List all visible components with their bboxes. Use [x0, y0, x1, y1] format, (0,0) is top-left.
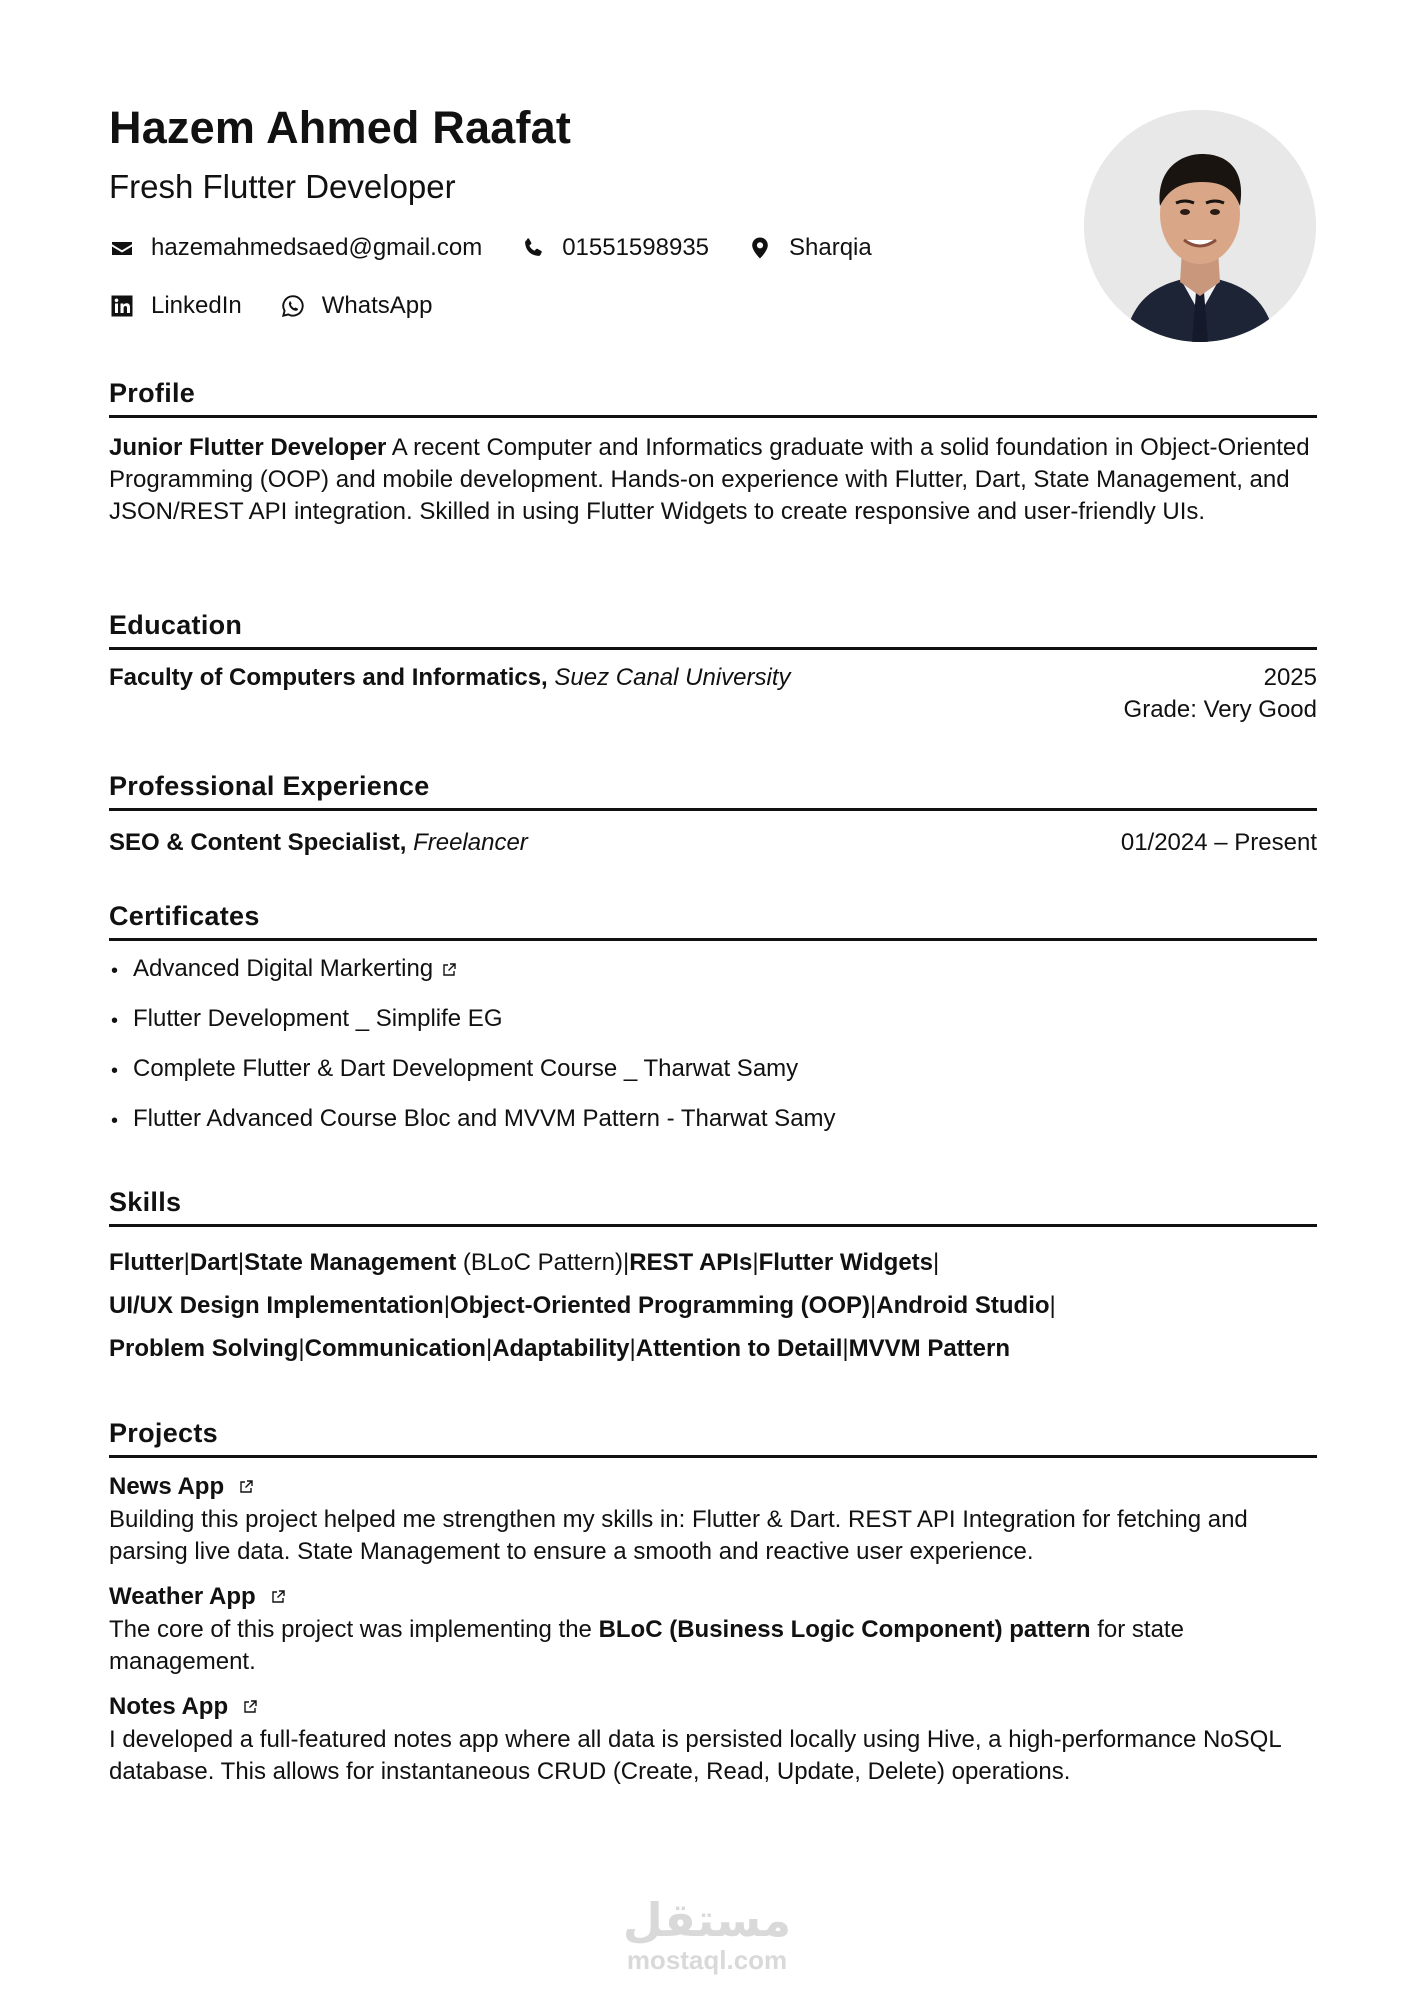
certificate-title: Flutter Advanced Course Bloc and MVVM Pattern - Tharwat Samy	[133, 1105, 836, 1132]
skills-list	[109, 1241, 1317, 1370]
project-name: Notes App	[109, 1693, 229, 1720]
linkedin-link[interactable]	[109, 292, 242, 320]
watermark-arabic: مستقل	[622, 1893, 792, 1947]
skill-separator: |	[933, 1249, 940, 1276]
description-text: The core of this project was implementing the	[109, 1616, 599, 1643]
location-text: Sharqia	[789, 234, 872, 261]
skills-line	[109, 1327, 1317, 1370]
certificate-title: Complete Flutter & Dart Development Course _ Tharwat Samy	[133, 1055, 799, 1082]
description-text: I developed a full-featured notes app where all data is persisted locally using Hive, a high-performance NoSQL database. This allows for instantaneous CRUD (Create, Read, Update, Delete) operations.	[109, 1726, 1281, 1785]
envelope-icon	[109, 235, 135, 261]
whatsapp-icon	[280, 293, 306, 319]
skill-name: Problem Solving	[109, 1335, 299, 1362]
projects-section	[109, 1418, 1317, 1788]
skill-name: UI/UX Design Implementation	[109, 1292, 444, 1319]
skill-name: Android Studio	[876, 1292, 1050, 1319]
certificate-item	[109, 1003, 1317, 1035]
project-item	[109, 1692, 1317, 1788]
skill-separator: |	[752, 1249, 759, 1276]
skill-name: Object-Oriented Programming (OOP)	[449, 1292, 870, 1319]
degree-text: Faculty of Computers and Informatics,	[109, 664, 548, 691]
skill-name: Dart	[189, 1249, 238, 1276]
email-text: hazemahmedsaed@gmail.com	[151, 234, 483, 261]
candidate-role: Fresh Flutter Developer	[109, 168, 456, 205]
project-name: Weather App	[109, 1583, 256, 1610]
school-name: Suez Canal University	[554, 664, 791, 691]
skill-separator: |	[629, 1335, 636, 1362]
phone-icon	[520, 235, 546, 261]
external-link-icon[interactable]	[441, 962, 457, 978]
experience-dates: 01/2024 – Present	[1120, 829, 1317, 856]
certificates-section	[109, 901, 1317, 1153]
linkedin-icon	[109, 293, 135, 319]
certificate-title: Flutter Development _ Simplife EG	[133, 1005, 503, 1032]
position-title: SEO & Content Specialist,	[109, 829, 407, 856]
projects-list	[109, 1472, 1317, 1788]
external-link-icon[interactable]	[270, 1589, 286, 1605]
watermark-latin: mostaql.com	[626, 1945, 788, 1975]
project-description	[109, 1504, 1317, 1568]
profile-photo	[1084, 110, 1316, 342]
mostaql-watermark	[0, 1895, 1414, 1975]
phone-link[interactable]	[520, 234, 709, 262]
skill-name: MVVM Pattern	[848, 1335, 1011, 1362]
skill-name: Attention to Detail	[635, 1335, 843, 1362]
certificate-item[interactable]	[109, 953, 1317, 985]
certificates-list	[109, 953, 1317, 1135]
profile-lead: Junior Flutter Developer	[109, 434, 387, 461]
location-pin-icon	[747, 235, 773, 261]
phone-text: 01551598935	[562, 234, 710, 261]
education-right	[1124, 662, 1317, 726]
linkedin-text: LinkedIn	[151, 292, 242, 319]
graduation-year: 2025	[1263, 664, 1317, 691]
skill-name: State Management	[244, 1249, 457, 1276]
skill-separator: |	[237, 1249, 245, 1276]
contact-row	[109, 234, 910, 262]
location-link[interactable]	[747, 234, 872, 262]
skill-name: Communication	[304, 1335, 486, 1362]
education-left	[109, 662, 791, 726]
description-text: Building this project helped me strengthen my skills in: Flutter & Dart. REST API Integration for fetching and parsing live data. State Management to ensure a smooth and reactive user experience.	[109, 1506, 1248, 1565]
skills-section	[109, 1187, 1317, 1370]
project-item	[109, 1472, 1317, 1568]
skill-separator: |	[298, 1335, 305, 1362]
skill-separator: |	[622, 1249, 630, 1276]
email-link[interactable]	[109, 234, 482, 262]
education-entry	[109, 662, 1317, 726]
section-title: Profile	[109, 378, 1317, 418]
section-title: Professional Experience	[109, 771, 1317, 811]
external-link-icon[interactable]	[242, 1699, 258, 1715]
certificate-title: Advanced Digital Markerting	[133, 955, 434, 982]
profile-text: A recent Computer and Informatics graduate with a solid foundation in Object-Oriented Programming (OOP) and mobile development. Hands-on experience with Flutter, Dart, State Management, and JSON/REST API integration. Skilled in using Flutter Widgets to create responsive and user-friendly UIs.	[109, 434, 1310, 525]
certificate-item	[109, 1103, 1317, 1135]
skill-name: Adaptability	[492, 1335, 630, 1362]
experience-left	[109, 827, 528, 859]
project-description	[109, 1724, 1317, 1788]
grade-text: Grade: Very Good	[1123, 696, 1317, 723]
project-title[interactable]	[109, 1582, 1317, 1612]
company-name: Freelancer	[413, 829, 528, 856]
skill-separator: |	[485, 1335, 493, 1362]
skills-line	[109, 1284, 1317, 1327]
skill-name: Flutter	[109, 1249, 184, 1276]
section-title: Certificates	[109, 901, 1317, 941]
skills-line	[109, 1241, 1317, 1284]
profile-section	[109, 378, 1317, 528]
skill-detail: (BLoC Pattern)	[456, 1249, 623, 1276]
project-name: News App	[109, 1473, 225, 1500]
skill-separator: |	[870, 1292, 877, 1319]
experience-section	[109, 771, 1317, 859]
section-title: Skills	[109, 1187, 1317, 1227]
experience-entry	[109, 827, 1317, 859]
emphasized-text: BLoC (Business Logic Component) pattern	[598, 1616, 1091, 1643]
whatsapp-link[interactable]	[280, 292, 433, 320]
profile-summary	[109, 432, 1317, 528]
whatsapp-text: WhatsApp	[321, 292, 433, 319]
external-link-icon[interactable]	[238, 1479, 254, 1495]
skill-separator: |	[1049, 1292, 1056, 1319]
project-title[interactable]	[109, 1472, 1317, 1502]
skill-name: Flutter Widgets	[758, 1249, 934, 1276]
social-links-row	[109, 292, 470, 320]
skill-separator: |	[183, 1249, 190, 1276]
education-section	[109, 610, 1317, 726]
skill-separator: |	[443, 1292, 450, 1319]
project-item	[109, 1582, 1317, 1678]
project-description	[109, 1614, 1317, 1678]
skill-name: REST APIs	[629, 1249, 753, 1276]
certificate-item	[109, 1053, 1317, 1085]
section-title: Projects	[109, 1418, 1317, 1458]
project-title[interactable]	[109, 1692, 1317, 1722]
section-title: Education	[109, 610, 1317, 650]
description-text: for state management.	[109, 1616, 1184, 1675]
candidate-name: Hazem Ahmed Raafat	[109, 102, 572, 153]
skill-separator: |	[842, 1335, 849, 1362]
